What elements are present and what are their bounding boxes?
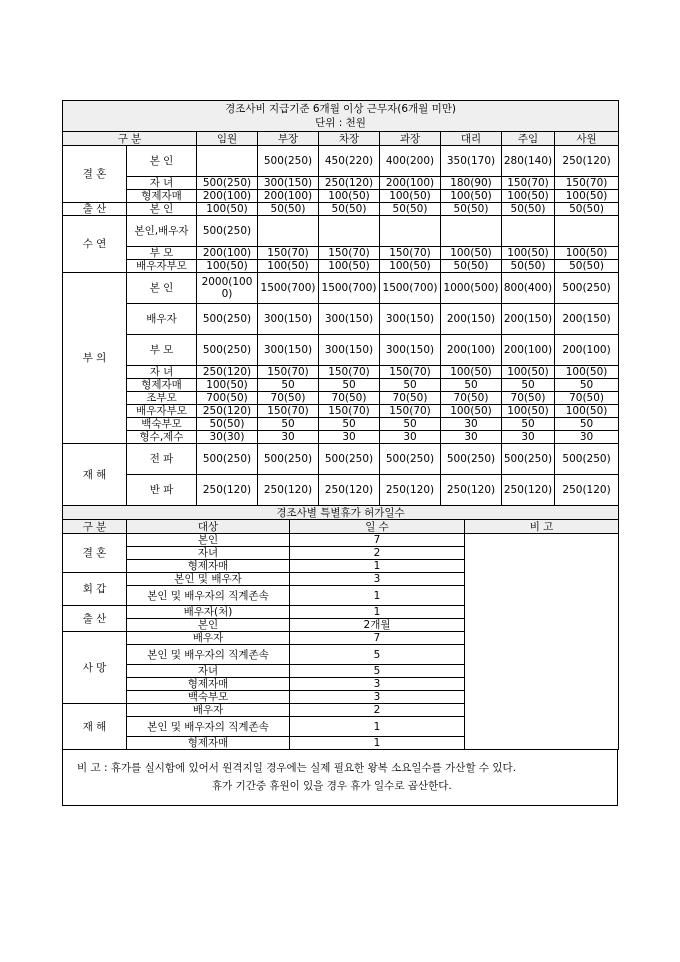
cell: 250(120) [197, 405, 258, 418]
cell: 500(250) [555, 444, 619, 475]
cell: 50(50) [555, 260, 619, 273]
leave-target: 본인 [127, 534, 290, 547]
cell: 150(70) [502, 177, 555, 190]
cell: 500(250) [380, 444, 441, 475]
cell: 100(50) [197, 260, 258, 273]
cell: 100(50) [441, 405, 502, 418]
cell: 500(250) [197, 335, 258, 366]
leave-target: 형제자매 [127, 560, 290, 573]
row-label: 배우자부모 [127, 260, 197, 273]
cell: 150(70) [319, 247, 380, 260]
cell: 70(50) [380, 392, 441, 405]
cell: 150(70) [319, 405, 380, 418]
cell: 1000(500) [441, 273, 502, 304]
cell: 100(50) [380, 190, 441, 203]
header-executive: 임원 [197, 132, 258, 146]
cell [319, 216, 380, 247]
cell: 50 [441, 379, 502, 392]
table-row [63, 203, 619, 216]
cell: 200(150) [441, 304, 502, 335]
cell: 100(50) [502, 366, 555, 379]
cell: 2000(1000) [197, 273, 258, 304]
table-row [63, 379, 619, 392]
cell: 150(70) [258, 405, 319, 418]
cell: 200(100) [258, 190, 319, 203]
table-row [63, 475, 619, 506]
header-assistant-manager: 대리 [441, 132, 502, 146]
table-row [63, 534, 619, 547]
leave-group-hwangap: 회 갑 [63, 573, 127, 606]
cell: 180(90) [441, 177, 502, 190]
cell: 50(50) [258, 203, 319, 216]
row-label: 배우자부모 [127, 405, 197, 418]
cell: 200(150) [502, 304, 555, 335]
group-birth: 출 산 [63, 203, 127, 216]
cell: 250(120) [319, 177, 380, 190]
cell: 250(120) [197, 366, 258, 379]
cell: 1500(700) [380, 273, 441, 304]
row-label: 형제자매 [127, 379, 197, 392]
cell: 200(100) [197, 247, 258, 260]
cell: 50(50) [380, 203, 441, 216]
leave-target: 배우자 [127, 704, 290, 717]
leave-target: 자녀 [127, 547, 290, 560]
cell: 100(50) [555, 247, 619, 260]
table-row [63, 190, 619, 203]
cell: 500(250) [197, 216, 258, 247]
row-label: 부 모 [127, 247, 197, 260]
cell: 100(50) [441, 366, 502, 379]
group-condolence: 부 의 [63, 273, 127, 444]
row-label: 본 인 [127, 203, 197, 216]
leave-target: 본인 및 배우자의 직계존속 [127, 586, 290, 606]
table-row [63, 431, 619, 444]
cell: 300(150) [380, 335, 441, 366]
cell: 50(50) [441, 203, 502, 216]
cell [380, 216, 441, 247]
leave-days: 1 [290, 560, 465, 573]
leave-target: 본인 및 배우자 [127, 573, 290, 586]
cell: 500(250) [502, 444, 555, 475]
leave-target: 자녀 [127, 665, 290, 678]
row-label: 자 녀 [127, 177, 197, 190]
cell: 500(250) [197, 444, 258, 475]
group-disaster: 재 해 [63, 444, 127, 506]
cell: 100(50) [555, 366, 619, 379]
cell: 250(120) [555, 146, 619, 177]
header-section-chief: 과장 [380, 132, 441, 146]
cell: 300(150) [258, 304, 319, 335]
cell: 30 [502, 431, 555, 444]
cell: 1500(700) [258, 273, 319, 304]
cell: 50 [502, 418, 555, 431]
leave-days: 3 [290, 691, 465, 704]
table-row [63, 216, 619, 247]
table-row [63, 366, 619, 379]
cell [502, 216, 555, 247]
cell: 250(120) [502, 475, 555, 506]
leave-days: 3 [290, 573, 465, 586]
cell: 50 [258, 379, 319, 392]
row-label: 형수,제수 [127, 431, 197, 444]
cell: 30(30) [197, 431, 258, 444]
leave-target: 본인 및 배우자의 직계존속 [127, 717, 290, 737]
cell: 250(120) [258, 475, 319, 506]
cell: 200(100) [441, 335, 502, 366]
cell: 150(70) [380, 366, 441, 379]
cell: 100(50) [197, 203, 258, 216]
cell: 300(150) [380, 304, 441, 335]
cell: 100(50) [380, 260, 441, 273]
leave-days: 5 [290, 645, 465, 665]
cell: 700(50) [197, 392, 258, 405]
table-row [63, 418, 619, 431]
unit-label: 단위 : 천원 [315, 117, 366, 129]
leave-header-target: 대상 [127, 520, 290, 534]
cell: 150(70) [555, 177, 619, 190]
table-row [63, 260, 619, 273]
cell: 50(50) [502, 260, 555, 273]
header-staff: 사원 [555, 132, 619, 146]
cell: 100(50) [197, 379, 258, 392]
cell: 50 [555, 418, 619, 431]
table-row [63, 392, 619, 405]
cell: 500(250) [555, 273, 619, 304]
table-row [63, 304, 619, 335]
cell: 70(50) [319, 392, 380, 405]
leave-header-category: 구 분 [63, 520, 127, 534]
cell: 200(100) [502, 335, 555, 366]
cell: 450(220) [319, 146, 380, 177]
leave-target: 본인 및 배우자의 직계존속 [127, 645, 290, 665]
leave-days: 2 [290, 547, 465, 560]
leave-target: 형제자매 [127, 678, 290, 691]
row-label: 형제자매 [127, 190, 197, 203]
leave-target: 형제자매 [127, 737, 290, 750]
leave-target: 백숙부모 [127, 691, 290, 704]
cell: 200(150) [555, 304, 619, 335]
row-label: 본 인 [127, 273, 197, 304]
cell: 500(250) [197, 177, 258, 190]
cell: 100(50) [441, 247, 502, 260]
cell [555, 216, 619, 247]
leave-group-death: 사 망 [63, 632, 127, 704]
remarks-line-1: 비 고 : 휴가를 실시함에 있어서 원격지일 경우에는 실제 필요한 왕복 소요일수를 가산할 수 있다. [77, 762, 517, 774]
leave-days: 3 [290, 678, 465, 691]
cell: 350(170) [441, 146, 502, 177]
leave-target: 배우자(처) [127, 606, 290, 619]
group-longevity: 수 연 [63, 216, 127, 273]
group-marriage: 결 혼 [63, 146, 127, 203]
table-row [63, 273, 619, 304]
cell [258, 216, 319, 247]
cell: 200(100) [380, 177, 441, 190]
header-general-manager: 부장 [258, 132, 319, 146]
cell: 300(150) [258, 335, 319, 366]
leave-target: 본인 [127, 619, 290, 632]
cell: 30 [441, 431, 502, 444]
cell: 250(120) [555, 475, 619, 506]
header-senior-staff: 주임 [502, 132, 555, 146]
allowance-title: 경조사비 지급기준 6개월 이상 근무자(6개월 미만) [225, 103, 457, 115]
row-label: 자 녀 [127, 366, 197, 379]
leave-days: 1 [290, 586, 465, 606]
cell: 70(50) [502, 392, 555, 405]
cell: 70(50) [258, 392, 319, 405]
remarks-line-2: 휴가 기간중 휴원이 있을 경우 휴가 일수로 곱산한다. [212, 780, 452, 792]
leave-days: 2 [290, 704, 465, 717]
cell: 100(50) [319, 190, 380, 203]
leave-days: 7 [290, 632, 465, 645]
leave-target: 배우자 [127, 632, 290, 645]
row-label: 조부모 [127, 392, 197, 405]
cell: 50 [502, 379, 555, 392]
cell: 250(120) [319, 475, 380, 506]
table-row [63, 444, 619, 475]
leave-title: 경조사별 특별휴가 허가일수 [63, 506, 619, 520]
table-row [63, 177, 619, 190]
row-label: 반 파 [127, 475, 197, 506]
row-label: 본인,배우자 [127, 216, 197, 247]
cell: 30 [380, 431, 441, 444]
leave-days: 7 [290, 534, 465, 547]
cell: 100(50) [555, 190, 619, 203]
leave-header-days: 일 수 [290, 520, 465, 534]
cell: 300(150) [319, 304, 380, 335]
cell: 30 [319, 431, 380, 444]
cell: 30 [555, 431, 619, 444]
cell: 30 [258, 431, 319, 444]
header-category: 구 분 [63, 132, 197, 146]
cell: 500(250) [258, 444, 319, 475]
cell: 100(50) [502, 247, 555, 260]
leave-remarks-cell [465, 534, 619, 750]
leave-table [62, 505, 619, 750]
cell: 200(100) [197, 190, 258, 203]
cell: 30 [441, 418, 502, 431]
cell: 200(100) [555, 335, 619, 366]
remarks-note [62, 750, 618, 806]
cell: 100(50) [555, 405, 619, 418]
cell: 50 [555, 379, 619, 392]
leave-group-birth: 출 산 [63, 606, 127, 632]
leave-days: 2개월 [290, 619, 465, 632]
cell: 50 [380, 418, 441, 431]
row-label: 본 인 [127, 146, 197, 177]
document-frame [62, 100, 618, 806]
cell: 50(50) [555, 203, 619, 216]
table-row [63, 247, 619, 260]
table-row [63, 146, 619, 177]
cell: 50 [319, 379, 380, 392]
leave-group-marriage: 결 혼 [63, 534, 127, 573]
cell: 50 [380, 379, 441, 392]
cell: 150(70) [380, 405, 441, 418]
cell: 500(250) [258, 146, 319, 177]
leave-days: 1 [290, 717, 465, 737]
leave-header-remarks: 비 고 [465, 520, 619, 534]
cell: 300(150) [258, 177, 319, 190]
cell: 250(120) [441, 475, 502, 506]
cell: 400(200) [380, 146, 441, 177]
leave-days: 1 [290, 606, 465, 619]
cell: 500(250) [441, 444, 502, 475]
cell: 150(70) [258, 366, 319, 379]
cell: 100(50) [502, 190, 555, 203]
cell: 250(120) [197, 475, 258, 506]
cell: 150(70) [380, 247, 441, 260]
cell: 500(250) [319, 444, 380, 475]
row-label: 배우자 [127, 304, 197, 335]
cell [197, 146, 258, 177]
cell: 1500(700) [319, 273, 380, 304]
cell: 100(50) [502, 405, 555, 418]
cell: 50 [319, 418, 380, 431]
cell: 50(50) [197, 418, 258, 431]
allowance-title-cell [63, 101, 619, 132]
cell: 70(50) [555, 392, 619, 405]
cell: 70(50) [441, 392, 502, 405]
cell: 500(250) [197, 304, 258, 335]
allowance-header-row [63, 132, 619, 146]
cell: 300(150) [319, 335, 380, 366]
leave-header-row [63, 520, 619, 534]
cell: 150(70) [319, 366, 380, 379]
cell: 250(120) [380, 475, 441, 506]
cell: 50(50) [319, 203, 380, 216]
cell: 100(50) [319, 260, 380, 273]
cell: 50 [258, 418, 319, 431]
cell [441, 216, 502, 247]
allowance-table [62, 100, 619, 506]
row-label: 부 모 [127, 335, 197, 366]
cell: 150(70) [258, 247, 319, 260]
leave-group-disaster: 재 해 [63, 704, 127, 750]
cell: 100(50) [441, 190, 502, 203]
cell: 50(50) [441, 260, 502, 273]
cell: 800(400) [502, 273, 555, 304]
row-label: 백숙부모 [127, 418, 197, 431]
cell: 100(50) [258, 260, 319, 273]
cell: 50(50) [502, 203, 555, 216]
leave-days: 5 [290, 665, 465, 678]
row-label: 전 파 [127, 444, 197, 475]
header-deputy-manager: 차장 [319, 132, 380, 146]
table-row [63, 405, 619, 418]
table-row [63, 335, 619, 366]
cell: 280(140) [502, 146, 555, 177]
leave-days: 1 [290, 737, 465, 750]
